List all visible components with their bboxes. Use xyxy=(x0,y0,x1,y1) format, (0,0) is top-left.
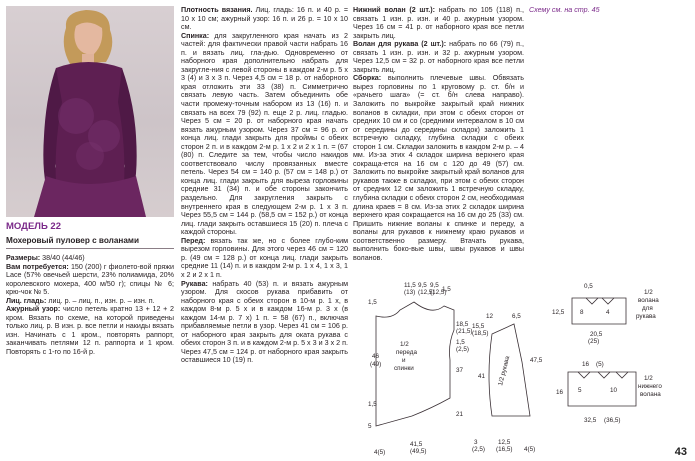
gauge-text: Лиц. гладь: 16 п. и 40 р. = 10 х 10 см; ажурный узор: 16 п. и 26 р. = 10 х 10 см. xyxy=(181,6,348,32)
assembly-paragraph xyxy=(353,74,524,262)
body-left-bot: 5 xyxy=(368,423,372,430)
body-center: 1/2 xyxy=(400,341,409,348)
stockinette-paragraph xyxy=(6,297,174,306)
page-number: 43 xyxy=(674,446,687,458)
sleeve-cap2: (18,5) xyxy=(472,330,489,337)
sleeve-flounce-center3: для xyxy=(642,305,653,312)
sleeve-center: 1/2 рукава xyxy=(497,355,512,387)
body-depth: 1,5 xyxy=(456,339,465,346)
lower-flounce-left: 16 xyxy=(556,389,564,396)
body-center4: спинки xyxy=(394,365,414,372)
sleeve-top-r: 6,5 xyxy=(512,313,521,320)
sizes-text: 38/40 (44/46) xyxy=(40,254,85,262)
lower-flounce-mid-l: 5 xyxy=(578,387,582,394)
sleeve-bottom-c: 12,5 xyxy=(498,439,511,446)
body-left-mid: 46 xyxy=(372,353,380,360)
body-top-a2: (13) xyxy=(404,289,416,296)
sleeve-top: 12 xyxy=(486,313,494,320)
sizes-label: Размеры: xyxy=(6,254,41,262)
lower-flounce-width: 32,5 xyxy=(584,417,597,424)
lower-flounce-paragraph xyxy=(353,6,524,40)
sleeve-side: 41 xyxy=(478,373,486,380)
body-top-a: 11,5 xyxy=(404,282,416,289)
body-armhole2: (21,5) xyxy=(456,328,473,335)
body-bottom-b: 41,5 xyxy=(410,441,423,448)
gauge-label: Плотность вязания. xyxy=(181,6,253,14)
stockinette-text: лиц. р. – лиц. п., изн. р. – изн. п. xyxy=(46,296,155,305)
column-1 xyxy=(6,6,174,357)
column-2 xyxy=(181,6,348,365)
sleeve-bottom-r: 4(5) xyxy=(524,446,536,453)
lower-flounce-top2: (5) xyxy=(596,361,604,368)
back-paragraph xyxy=(181,32,348,237)
lower-flounce-label: Нижний волан (2 шт.): xyxy=(353,6,435,14)
model-photo-illustration xyxy=(6,6,174,217)
model-photo xyxy=(6,6,174,217)
body-height: 21 xyxy=(456,411,464,418)
column-3 xyxy=(353,6,524,262)
back-text: для закругленного края начать из 2 частей: для фактически правой части набрать 16 п. и вязать лиц. гла-дью. Одновременно от наборного края дополнительно набрать для закругле-ния с левой стороны в каждом 2-м р. 5 х 3 (4) и 3 х 3 п. Через 4,5 см = 18 р. от наборного края отложить эти 33 (38) п. Симметрично связать левую часть. Затем объединить обе части промежу-точным набором из 13 (16) п. и связать на всех 79 (92) п. еще 2 р. лиц. гладью. Через 5 см = 20 р. от наборного края начать вязать ажурным узором. Через 37 см = 96 р. от конца лиц. глади закрыть для проймы с обеих сторон 2 п. и в каждом 2-м р. 1 х 2 и 2 х 1 п. = (67 (80) п. Следите за тем, чтобы число накидов соответствовало числу провязанных вместе петель. Через 54 см = 140 р. (57 см = 148 р.) от конца лиц. глади закрыть для выреза горловины средние 31 (34) п. и обе стороны закончить раздельно. Для закругления закрыть с внутреннего края в следующем 2-м р. 1 х 3 п. Через 55,5 см = 144 р. (58,5 см = 152 р.) от конца лиц. глади закрыть оставшиеся 15 (20) п. плеча с каждой стороны. xyxy=(181,31,348,237)
gauge-paragraph xyxy=(181,6,348,32)
lower-flounce-top: 16 xyxy=(582,361,590,368)
lower-flounce-mid-r: 10 xyxy=(610,387,618,394)
body-depth2: (2,5) xyxy=(456,346,469,353)
body-top-b2: (12,5) xyxy=(418,289,435,296)
sleeve-flounce-top: 0,5 xyxy=(584,283,593,290)
body-left-mid2: (49) xyxy=(370,361,382,368)
sizes-paragraph xyxy=(6,254,174,263)
sleeve-flounce-paragraph xyxy=(353,40,524,74)
materials-paragraph xyxy=(6,263,174,297)
body-schematic xyxy=(376,302,454,426)
model-subtitle: Мохеровый пуловер с воланами xyxy=(6,235,174,249)
body-top-d: 1,5 xyxy=(442,286,451,293)
openwork-paragraph xyxy=(6,305,174,356)
sleeve-height: 47,5 xyxy=(530,357,543,364)
sleeve-flounce-height: 12,5 xyxy=(552,309,565,316)
pattern-schematics xyxy=(352,276,689,456)
body-center3: и xyxy=(402,357,406,364)
body-left-top: 1,5 xyxy=(368,299,377,306)
sleeve-flounce-width: 20,5 xyxy=(590,331,603,338)
column-4 xyxy=(529,6,690,15)
sleeve-schematic xyxy=(489,324,530,416)
sleeves-label: Рукава: xyxy=(181,279,208,288)
body-center2: переда xyxy=(396,349,417,356)
lower-flounce-width2: (36,5) xyxy=(604,417,621,424)
sleeve-bottom-l2: (2,5) xyxy=(472,446,485,453)
sleeve-bottom-c2: (16,5) xyxy=(496,446,513,453)
body-side: 37 xyxy=(456,367,464,374)
stockinette-label: Лиц. гладь: xyxy=(6,296,47,305)
lower-flounce-center2: нижнего xyxy=(638,383,662,390)
lower-flounce-text: набрать по 105 (118) п., связать 1 изн. р. изн. и 40 р. ажурным узором. Через 16 см = 41 р. от наборного края все петли закрыть лиц. xyxy=(353,6,524,40)
openwork-label: Ажурный узор: xyxy=(6,305,61,314)
body-left-low: 1,5 xyxy=(368,401,377,408)
openwork-text: число петель кратно 13 + 12 + 2 кром. Вязать по схеме, на которой приведены только лиц. р. В изн. р. все петли и накиды вязать изн. Начинать с 1 кром., повторять раппорт, заканчивать петлями 12 п. раппорта и 1 кром. Повторять с 1-го по 16-й р. xyxy=(6,305,174,357)
sleeve-flounce-text: набрать по 66 (79) п., связать 1 изн. р. изн. и 32 р. ажурным узором. Через 12,5 см = 32 р. от наборного края все петли закрыть лиц. xyxy=(353,40,524,74)
sleeve-flounce-label: Волан для рукава (2 шт.): xyxy=(353,40,447,49)
front-paragraph xyxy=(181,237,348,280)
sleeve-cap: 15,5 xyxy=(472,323,485,330)
body-bottom-b2: (49,5) xyxy=(410,448,427,455)
lower-flounce-center: 1/2 xyxy=(644,375,653,382)
sleeves-text: набрать 40 (53) п. и вязать ажурным узором. Для скосов рукава прибавить от наборного края с обеих сторон в 10-м р. 1 х, в каждом 8-м р. 5 х и в каждом 16-м р. 3 х (в каждом 14-м р. 7 х) 1 п. = 58 (67) п., включая прибавляемые петли в узор. Через 41 см = 106 р. от наборного края закрыть для оката рукава с обеих сторон 3 п. и в каждом 2-м р. 5 х 3 и 3 х 2 п. Через 47,5 см = 124 р. от наборного края закрыть оставшиеся 10 (19) п. xyxy=(181,279,348,365)
sleeve-flounce-width2: (25) xyxy=(588,338,600,345)
sleeve-bottom-l: 3 xyxy=(474,439,478,446)
sleeve-flounce-center4: рукава xyxy=(636,313,656,320)
sleeve-flounce-center: 1/2 xyxy=(644,289,653,296)
body-top-c2: (12,5) xyxy=(430,289,447,296)
body-armhole: 18,5 xyxy=(456,321,469,328)
sleeves-paragraph xyxy=(181,280,348,365)
assembly-text: выполнить плечевые швы. Обвязать вырез горловины по 1 круговому р. ст. б/н и «рачьего шага» (= ст. б/н слева направо). Заложить по выкройке закрытый край нижних воланов в складки, при этом с обеих сторон от средних 10 см и со (средними интервалом в 10 см от середины до середины складок) заложить 1 встречную складку, глубина складки с обеих сторон 1 см. Складки заложить в каждом 2-м р. – 4 мм. Из-за этих 4 складок ширина верхнего края сокраща-ется на 16 см с 120 до 49 (57) см. Заложить по выкройке закрытый край воланов для рукавов также в складки, при этом с обеих сторон от средних 12 см заложить 1 встречную складку, глубина складки с обеих сторон 2 см, необходимая длина краев = 8 см. Из-за этих 2 складок ширина верхнего края сокращается на 16 см до 25 (33) см. Пришить нижние воланы к спинке и переду, а воланы для рукавов к нижнему краю рукавов и соответственно размеру. Втачать рукава, выполнить боко-вые швы, швы рукавов и швы воланов. xyxy=(353,74,524,262)
sleeve-flounce-mid-l: 8 xyxy=(580,309,584,316)
lower-flounce-center3: волана xyxy=(640,391,661,398)
body-top-c: 9,5 xyxy=(430,282,439,289)
body-top-b: 9,5 xyxy=(418,282,427,289)
front-label: Перед: xyxy=(181,236,206,245)
model-title: МОДЕЛЬ 22 xyxy=(6,221,61,232)
body-bottom-a: 4(5) xyxy=(374,449,386,456)
front-text: вязать так же, но с более глубо-ким вырезом горловины. Для этого через 46 см = 120 р. (49 см = 128 р.) от конца лиц. глади закрыть средние 11 (14) п. и в каждом 2-м р. 1 х 4, 1 х 3, 1 х 2 и 2 х 1 п. xyxy=(181,236,348,279)
sleeve-flounce-mid-r: 4 xyxy=(606,309,610,316)
scheme-link[interactable]: Схему см. на стр. 45 xyxy=(529,6,600,14)
back-label: Спинка: xyxy=(181,31,210,40)
assembly-label: Сборка: xyxy=(353,74,382,83)
materials-text: 150 (200) г фиолето-вой пряжи Lace (57% овечьей шерсти, 23% полиамида, 20% королевского мохера, 400 м/50 г); спицы № 6; крю-чок № 5. xyxy=(6,262,174,297)
materials-label: Вам потребуется: xyxy=(6,262,69,271)
sleeve-flounce-center2: волана xyxy=(638,297,659,304)
